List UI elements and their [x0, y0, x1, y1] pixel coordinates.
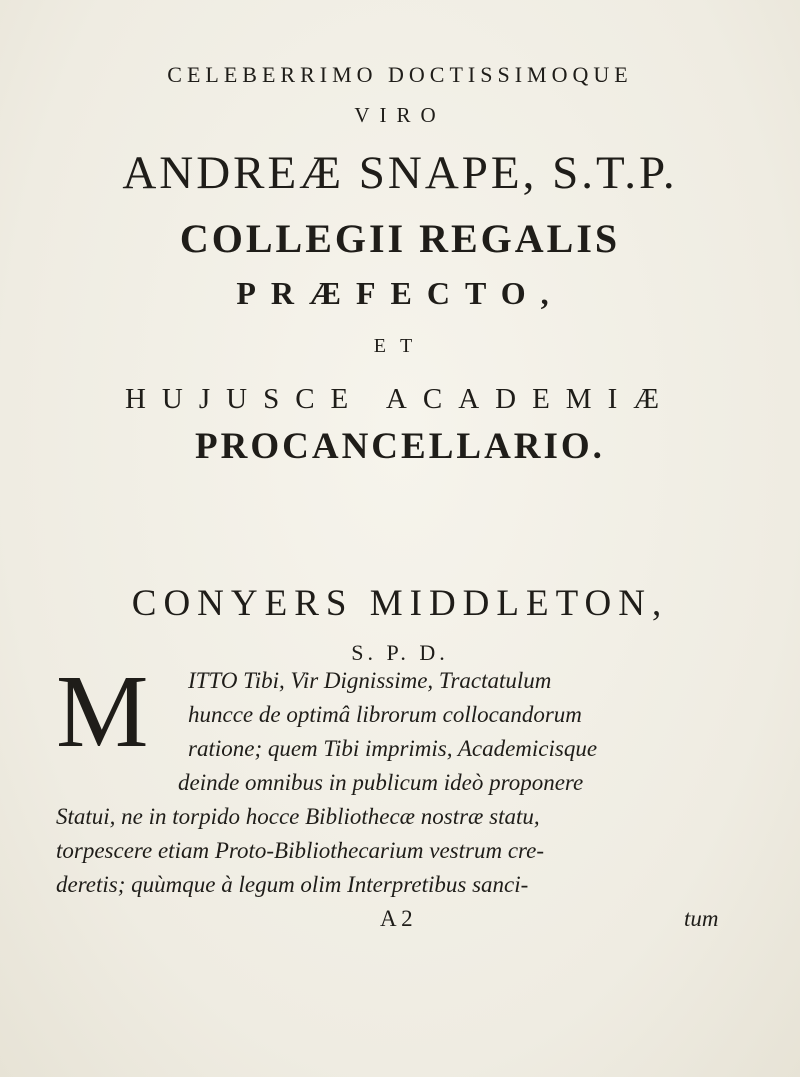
body-line: huncce de optimâ librorum collocandorum: [188, 702, 582, 727]
catchword: tum: [684, 906, 719, 931]
dedication-line-4: COLLEGII REGALIS: [179, 216, 621, 261]
dedication-line-2: VIRO: [354, 103, 446, 127]
body-line: deinde omnibus in publicum ideò proponere: [178, 770, 584, 795]
dedication-line-5: PRÆFECTO,: [236, 275, 564, 311]
body-line: Statui, ne in torpido hocce Bibliothecæ nostræ statu,: [56, 804, 540, 829]
signature-mark: A 2: [380, 906, 413, 931]
body-line: ITTO Tibi, Vir Dignissime, Tractatulum: [188, 668, 552, 693]
salutation: S. P. D.: [351, 640, 449, 665]
dedicatee-name: ANDREÆ SNAPE, S.T.P.: [122, 147, 678, 199]
drop-cap: M: [56, 654, 149, 769]
dedication-line-6: ET: [373, 335, 427, 357]
dedication-line-1: CELEBERRIMO DOCTISSIMOQUE: [167, 62, 633, 87]
body-line: ratione; quem Tibi imprimis, Academicisque: [188, 736, 598, 761]
dedication-line-7: HUJUSCE ACADEMIÆ: [124, 383, 676, 415]
author-name: CONYERS MIDDLETON,: [131, 583, 669, 624]
body-line: deretis; quùmque à legum olim Interpretibus sanci-: [56, 872, 529, 897]
body-line: torpescere etiam Proto-Bibliothecarium vestrum cre-: [56, 838, 544, 863]
dedication-line-8: PROCANCELLARIO.: [195, 426, 605, 467]
